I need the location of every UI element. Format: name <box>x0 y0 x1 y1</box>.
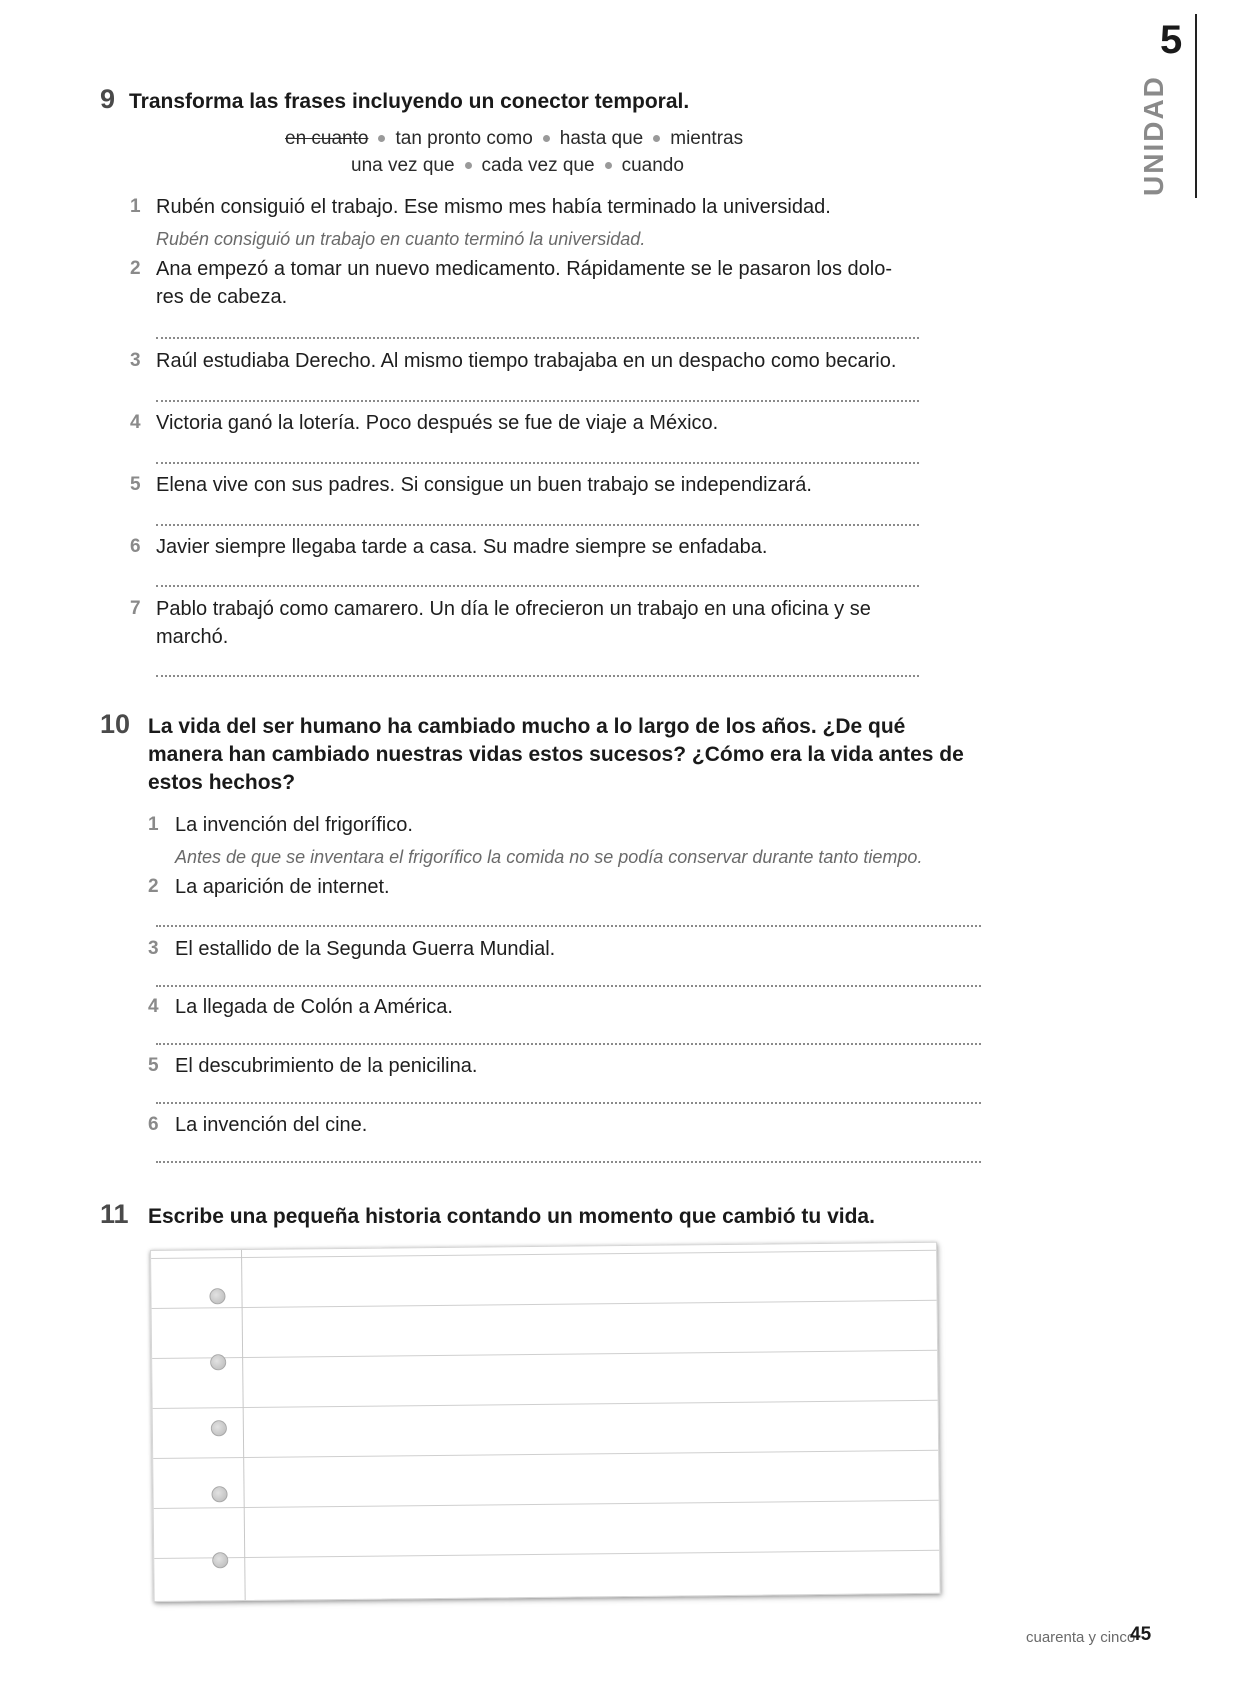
exercise-10-title-line-3: estos hechos? <box>148 771 296 794</box>
wordbank-word: una vez que <box>351 155 455 176</box>
lined-paper-writing-area[interactable] <box>150 1242 941 1602</box>
item-text-continued: marchó. <box>156 626 229 648</box>
answer-line[interactable] <box>156 400 919 402</box>
answer-line[interactable] <box>156 1043 981 1045</box>
wordbank-word: cada vez que <box>481 155 595 176</box>
answer-line[interactable] <box>156 925 981 927</box>
item-number: 1 <box>130 196 141 217</box>
item-text: Raúl estudiaba Derecho. Al mismo tiempo trabajaba en un despacho como becario. <box>156 350 897 372</box>
item-number: 4 <box>148 996 159 1017</box>
exercise-11-title: Escribe una pequeña historia contando un momento que cambió tu vida. <box>148 1205 875 1228</box>
item-text: Pablo trabajó como camarero. Un día le ofrecieron un trabajo en una oficina y se <box>156 598 871 620</box>
item-text: La llegada de Colón a América. <box>175 996 453 1018</box>
bullet-icon <box>605 162 612 169</box>
item-number: 5 <box>130 474 141 495</box>
bullet-icon <box>543 135 550 142</box>
item-text: La invención del frigorífico. <box>175 814 413 836</box>
item-text: Javier siempre llegaba tarde a casa. Su madre siempre se enfadaba. <box>156 536 768 558</box>
item-text: La invención del cine. <box>175 1114 368 1136</box>
exercise-9-number: 9 <box>100 84 116 114</box>
item-text: El estallido de la Segunda Guerra Mundial. <box>175 938 556 960</box>
answer-line[interactable] <box>156 585 919 587</box>
exercise-10-title-line-2: manera han cambiado nuestras vidas estos sucesos? ¿Cómo era la vida antes de <box>148 743 964 766</box>
answer-line[interactable] <box>156 462 919 464</box>
wordbank-word: en cuanto <box>285 128 369 149</box>
wordbank-word: tan pronto como <box>395 128 533 149</box>
answer-line[interactable] <box>156 337 919 339</box>
page-number: 45 <box>1130 1624 1152 1645</box>
wordbank-row-1 <box>285 128 743 150</box>
item-number: 2 <box>148 876 159 897</box>
item-number: 6 <box>148 1114 159 1135</box>
item-number: 5 <box>148 1055 159 1076</box>
punch-hole-icon <box>211 1420 227 1436</box>
exercise-11-number: 11 <box>100 1199 129 1229</box>
wordbank-word: mientras <box>670 128 744 149</box>
punch-hole-icon <box>209 1288 225 1304</box>
bullet-icon <box>653 135 660 142</box>
item-number: 7 <box>130 598 141 619</box>
item-number: 3 <box>148 938 159 959</box>
item-number: 4 <box>130 412 141 433</box>
wordbank-word: cuando <box>621 155 684 176</box>
answer-line[interactable] <box>156 1161 981 1163</box>
bullet-icon <box>465 162 472 169</box>
item-text-continued: res de cabeza. <box>156 286 288 308</box>
paper-margin-line <box>241 1250 246 1600</box>
item-text: La aparición de internet. <box>175 876 390 898</box>
unit-number: 5 <box>1160 18 1183 62</box>
answer-line[interactable] <box>156 985 981 987</box>
item-text: El descubrimiento de la penicilina. <box>175 1055 478 1077</box>
punch-hole-icon <box>211 1486 227 1502</box>
punch-hole-icon <box>212 1552 228 1568</box>
wordbank-word: hasta que <box>559 128 644 149</box>
item-text: Victoria ganó la lotería. Poco después se fue de viaje a México. <box>156 412 719 434</box>
item-text: Elena vive con sus padres. Si consigue un buen trabajo se independizará. <box>156 474 812 496</box>
punch-hole-icon <box>210 1354 226 1370</box>
exercise-10-title-line-1: La vida del ser humano ha cambiado mucho a lo largo de los años. ¿De qué <box>148 715 906 738</box>
example-answer: Antes de que se inventara el frigorífico la comida no se podía conservar durante tanto tiempo. <box>175 847 923 867</box>
wordbank-row-2 <box>351 155 684 177</box>
item-text: Ana empezó a tomar un nuevo medicamento. Rápidamente se le pasaron los dolo- <box>156 258 892 280</box>
exercise-9-title: Transforma las frases incluyendo un conector temporal. <box>129 90 690 113</box>
item-text: Rubén consiguió el trabajo. Ese mismo mes había terminado la universidad. <box>156 196 831 218</box>
item-number: 1 <box>148 814 159 835</box>
example-answer: Rubén consiguió un trabajo en cuanto terminó la universidad. <box>156 229 646 249</box>
answer-line[interactable] <box>156 524 919 526</box>
item-number: 6 <box>130 536 141 557</box>
unit-label: UNIDAD <box>1138 75 1169 196</box>
exercise-10-number: 10 <box>100 709 131 739</box>
item-number: 2 <box>130 258 141 279</box>
answer-line[interactable] <box>156 675 919 677</box>
answer-line[interactable] <box>156 1102 981 1104</box>
bullet-icon <box>378 135 385 142</box>
unit-divider <box>1195 14 1197 198</box>
page-number-words: cuarenta y cinco <box>1026 1629 1136 1646</box>
item-number: 3 <box>130 350 141 371</box>
